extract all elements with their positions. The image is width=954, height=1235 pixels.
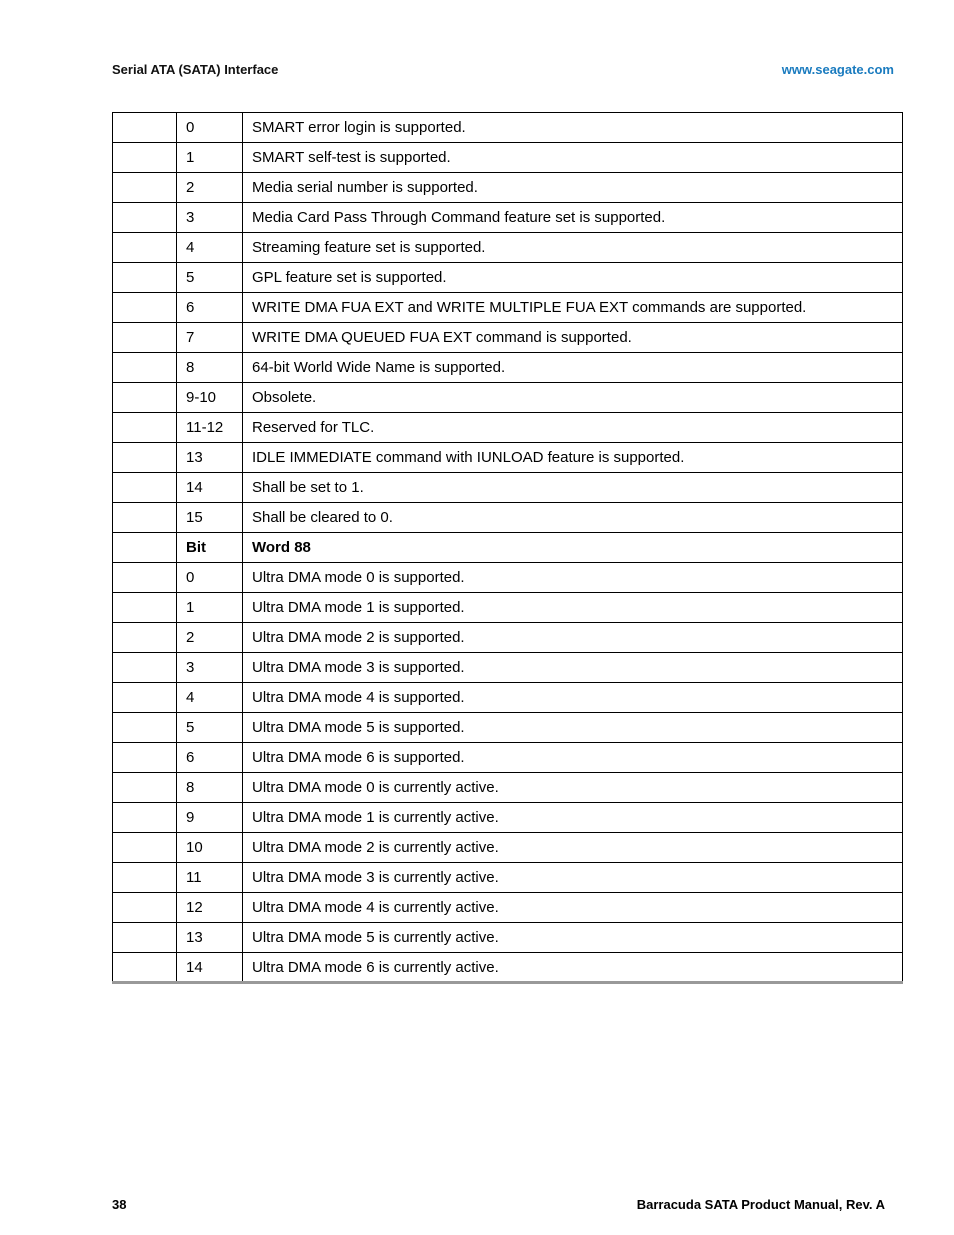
table-row — [113, 293, 903, 323]
description-cell: Ultra DMA mode 0 is supported. — [243, 563, 903, 593]
table-row — [113, 443, 903, 473]
description-cell: Ultra DMA mode 3 is currently active. — [243, 863, 903, 893]
word-cell — [113, 383, 177, 413]
word-cell — [113, 833, 177, 863]
description-cell: Ultra DMA mode 6 is currently active. — [243, 953, 903, 983]
word-cell — [113, 773, 177, 803]
bit-cell: 15 — [177, 503, 243, 533]
table-row — [113, 383, 903, 413]
word-cell — [113, 293, 177, 323]
word-cell — [113, 623, 177, 653]
table-row — [113, 113, 903, 143]
page-number: 38 — [112, 1197, 127, 1212]
bit-cell: 2 — [177, 623, 243, 653]
description-cell: Ultra DMA mode 1 is supported. — [243, 593, 903, 623]
bit-cell: 11 — [177, 863, 243, 893]
header-website-link[interactable]: www.seagate.com — [781, 62, 894, 77]
header-title: Serial ATA (SATA) Interface — [112, 62, 279, 77]
table-row — [113, 743, 903, 773]
word-cell — [113, 413, 177, 443]
table-row — [113, 923, 903, 953]
bit-cell: 2 — [177, 173, 243, 203]
word-cell — [113, 173, 177, 203]
table-row — [113, 563, 903, 593]
table-row — [113, 803, 903, 833]
bit-cell: 11-12 — [177, 413, 243, 443]
table-row — [113, 653, 903, 683]
description-cell: Streaming feature set is supported. — [243, 233, 903, 263]
bit-cell: 3 — [177, 653, 243, 683]
table-row — [113, 203, 903, 233]
description-cell: Reserved for TLC. — [243, 413, 903, 443]
table-row — [113, 413, 903, 443]
bit-cell: 0 — [177, 113, 243, 143]
bit-cell: 4 — [177, 233, 243, 263]
bit-cell: 5 — [177, 263, 243, 293]
description-cell: Obsolete. — [243, 383, 903, 413]
description-cell: Ultra DMA mode 6 is supported. — [243, 743, 903, 773]
word-column-header: Word 88 — [243, 533, 903, 563]
table-row — [113, 713, 903, 743]
description-cell: Ultra DMA mode 0 is currently active. — [243, 773, 903, 803]
word-cell — [113, 143, 177, 173]
word-cell — [113, 863, 177, 893]
bit-cell: 0 — [177, 563, 243, 593]
word-cell — [113, 713, 177, 743]
table-row — [113, 323, 903, 353]
description-cell: Media Card Pass Through Command feature set is supported. — [243, 203, 903, 233]
word-cell — [113, 743, 177, 773]
bit-cell: 1 — [177, 143, 243, 173]
word-cell — [113, 593, 177, 623]
bit-cell: 10 — [177, 833, 243, 863]
description-cell: GPL feature set is supported. — [243, 263, 903, 293]
bit-column-header: Bit — [177, 533, 243, 563]
description-cell: SMART self-test is supported. — [243, 143, 903, 173]
table-row — [113, 263, 903, 293]
description-cell: Media serial number is supported. — [243, 173, 903, 203]
description-cell: SMART error login is supported. — [243, 113, 903, 143]
table-row — [113, 503, 903, 533]
word-cell — [113, 563, 177, 593]
description-cell: Ultra DMA mode 4 is currently active. — [243, 893, 903, 923]
word-cell — [113, 533, 177, 563]
table-row — [113, 863, 903, 893]
description-cell: Ultra DMA mode 1 is currently active. — [243, 803, 903, 833]
word-cell — [113, 803, 177, 833]
bit-cell: 6 — [177, 743, 243, 773]
description-cell: IDLE IMMEDIATE command with IUNLOAD feature is supported. — [243, 443, 903, 473]
word-cell — [113, 113, 177, 143]
bit-cell: 8 — [177, 353, 243, 383]
table-row — [113, 623, 903, 653]
bit-cell: 9 — [177, 803, 243, 833]
table-row — [113, 893, 903, 923]
bit-cell: 12 — [177, 893, 243, 923]
description-cell: WRITE DMA FUA EXT and WRITE MULTIPLE FUA EXT commands are supported. — [243, 293, 903, 323]
word-cell — [113, 503, 177, 533]
bit-cell: 1 — [177, 593, 243, 623]
word-cell — [113, 653, 177, 683]
word-cell — [113, 353, 177, 383]
table-row — [113, 353, 903, 383]
description-cell: Ultra DMA mode 2 is currently active. — [243, 833, 903, 863]
bit-cell: 13 — [177, 443, 243, 473]
table-row — [113, 593, 903, 623]
bit-cell: 4 — [177, 683, 243, 713]
bit-cell: 9-10 — [177, 383, 243, 413]
bit-cell: 6 — [177, 293, 243, 323]
bit-cell: 14 — [177, 953, 243, 983]
table-row — [113, 683, 903, 713]
bit-cell: 14 — [177, 473, 243, 503]
description-cell: Ultra DMA mode 5 is currently active. — [243, 923, 903, 953]
table-row — [113, 953, 903, 983]
word-cell — [113, 263, 177, 293]
description-cell: Ultra DMA mode 5 is supported. — [243, 713, 903, 743]
table-row — [113, 473, 903, 503]
table-row — [113, 143, 903, 173]
description-cell: 64-bit World Wide Name is supported. — [243, 353, 903, 383]
word-cell — [113, 953, 177, 983]
word-cell — [113, 203, 177, 233]
description-cell: Ultra DMA mode 4 is supported. — [243, 683, 903, 713]
word-cell — [113, 683, 177, 713]
identify-device-bit-table — [112, 112, 903, 984]
table-row — [113, 233, 903, 263]
bit-cell: 5 — [177, 713, 243, 743]
table-row — [113, 833, 903, 863]
word-cell — [113, 323, 177, 353]
table-header-row — [113, 533, 903, 563]
word-cell — [113, 443, 177, 473]
bit-cell: 13 — [177, 923, 243, 953]
bit-cell: 8 — [177, 773, 243, 803]
description-cell: Ultra DMA mode 3 is supported. — [243, 653, 903, 683]
manual-title: Barracuda SATA Product Manual, Rev. A — [636, 1197, 885, 1212]
bit-cell: 7 — [177, 323, 243, 353]
description-cell: Shall be cleared to 0. — [243, 503, 903, 533]
bit-cell: 3 — [177, 203, 243, 233]
word-cell — [113, 233, 177, 263]
table-row — [113, 773, 903, 803]
description-cell: WRITE DMA QUEUED FUA EXT command is supported. — [243, 323, 903, 353]
word-cell — [113, 923, 177, 953]
description-cell: Ultra DMA mode 2 is supported. — [243, 623, 903, 653]
table-row — [113, 173, 903, 203]
word-cell — [113, 893, 177, 923]
word-cell — [113, 473, 177, 503]
description-cell: Shall be set to 1. — [243, 473, 903, 503]
